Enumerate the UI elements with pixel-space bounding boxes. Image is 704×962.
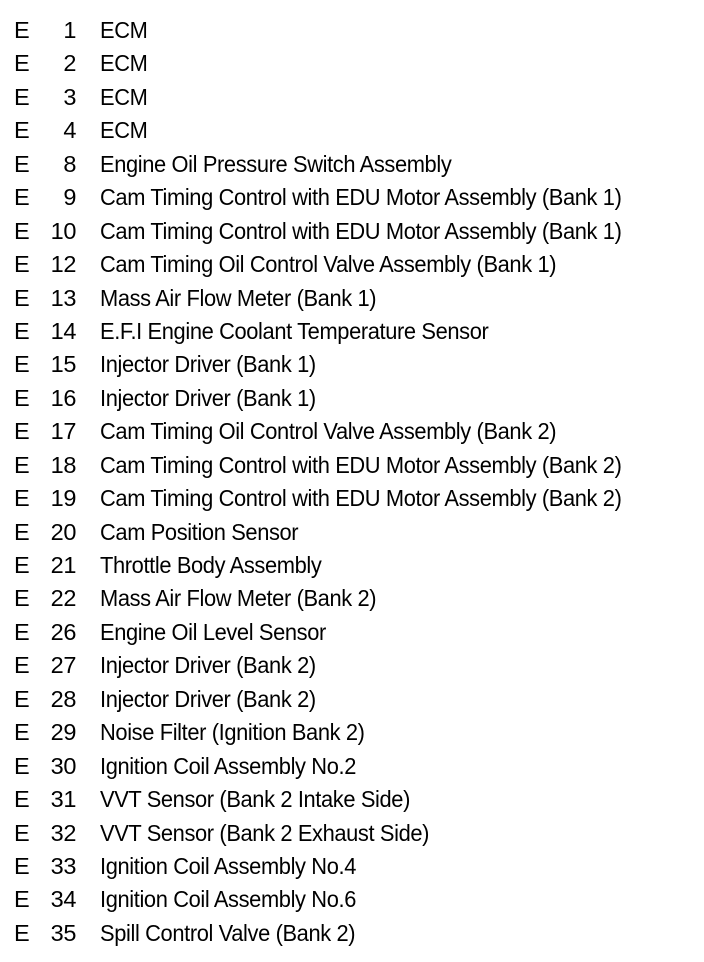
connector-code: E bbox=[14, 719, 30, 746]
connector-number: 21 bbox=[50, 552, 76, 578]
connector-code: E bbox=[14, 852, 30, 879]
connector-name: Injector Driver (Bank 1) bbox=[100, 351, 316, 378]
list-item bbox=[0, 482, 704, 515]
connector-number: 9 bbox=[63, 184, 76, 211]
connector-number: 31 bbox=[50, 786, 76, 813]
connector-number: 26 bbox=[50, 618, 76, 645]
connector-name: Throttle Body Assembly bbox=[100, 552, 322, 578]
connector-code: E bbox=[14, 919, 30, 946]
connector-code: E bbox=[14, 217, 30, 244]
list-item bbox=[0, 917, 704, 950]
connector-code: E bbox=[14, 351, 30, 378]
connector-code: E bbox=[14, 585, 30, 612]
list-item bbox=[0, 81, 704, 114]
connector-number: 17 bbox=[50, 418, 76, 445]
connector-number: 20 bbox=[50, 518, 76, 545]
connector-code: E bbox=[14, 184, 30, 211]
list-item bbox=[0, 549, 704, 582]
list-item bbox=[0, 683, 704, 716]
connector-number: 30 bbox=[50, 752, 76, 779]
connector-code: E bbox=[14, 418, 30, 445]
connector-name: Injector Driver (Bank 1) bbox=[100, 384, 316, 411]
connector-name: ECM bbox=[100, 17, 148, 43]
connector-number: 32 bbox=[50, 819, 76, 846]
connector-code: E bbox=[14, 886, 30, 913]
list-item bbox=[0, 883, 704, 916]
connector-name: Cam Timing Control with EDU Motor Assembly (Bank 2) bbox=[100, 485, 622, 512]
connector-number: 10 bbox=[50, 217, 76, 244]
list-item bbox=[0, 649, 704, 682]
connector-number: 1 bbox=[63, 17, 76, 43]
connector-number: 15 bbox=[50, 351, 76, 378]
connector-code: E bbox=[14, 83, 30, 110]
connector-name: Cam Timing Oil Control Valve Assembly (Bank 2) bbox=[100, 418, 557, 445]
connector-name: Engine Oil Pressure Switch Assembly bbox=[100, 150, 452, 177]
list-item bbox=[0, 148, 704, 181]
connector-number: 27 bbox=[50, 652, 76, 679]
connector-code: E bbox=[14, 685, 30, 712]
connector-number: 35 bbox=[50, 919, 76, 946]
connector-number: 4 bbox=[63, 117, 76, 144]
connector-code: E bbox=[14, 752, 30, 779]
connector-number: 28 bbox=[50, 685, 76, 712]
list-item bbox=[0, 14, 704, 47]
connector-name: ECM bbox=[100, 83, 148, 110]
list-item bbox=[0, 616, 704, 649]
connector-number: 29 bbox=[50, 719, 76, 746]
list-item bbox=[0, 315, 704, 348]
connector-number: 18 bbox=[50, 451, 76, 478]
list-item bbox=[0, 348, 704, 381]
connector-name: ECM bbox=[100, 50, 148, 77]
list-item bbox=[0, 382, 704, 415]
connector-name: ECM bbox=[100, 117, 148, 144]
connector-name: Ignition Coil Assembly No.6 bbox=[100, 886, 356, 913]
connector-number: 8 bbox=[63, 150, 76, 177]
list-item bbox=[0, 783, 704, 816]
connector-name: Injector Driver (Bank 2) bbox=[100, 685, 316, 712]
connector-number: 19 bbox=[50, 485, 76, 512]
connector-code: E bbox=[14, 652, 30, 679]
connector-code: E bbox=[14, 451, 30, 478]
connector-number: 13 bbox=[50, 284, 76, 311]
connector-name: Cam Timing Control with EDU Motor Assembly (Bank 2) bbox=[100, 451, 622, 478]
connector-code: E bbox=[14, 384, 30, 411]
connector-number: 3 bbox=[63, 83, 76, 110]
list-item bbox=[0, 449, 704, 482]
connector-code: E bbox=[14, 251, 30, 278]
connector-code: E bbox=[14, 150, 30, 177]
connector-name: E.F.I Engine Coolant Temperature Sensor bbox=[100, 317, 489, 344]
connector-name: Mass Air Flow Meter (Bank 1) bbox=[100, 284, 377, 311]
list-item bbox=[0, 516, 704, 549]
list-item bbox=[0, 716, 704, 749]
connector-number: 34 bbox=[50, 886, 76, 913]
connector-code: E bbox=[14, 819, 30, 846]
list-item bbox=[0, 282, 704, 315]
connector-code: E bbox=[14, 117, 30, 144]
connector-code: E bbox=[14, 317, 30, 344]
connector-code: E bbox=[14, 618, 30, 645]
list-item bbox=[0, 215, 704, 248]
connector-code: E bbox=[14, 17, 30, 43]
connector-name: Engine Oil Level Sensor bbox=[100, 618, 326, 645]
list-item bbox=[0, 750, 704, 783]
list-item bbox=[0, 248, 704, 281]
connector-name: Noise Filter (Ignition Bank 2) bbox=[100, 719, 365, 746]
connector-number: 16 bbox=[50, 384, 76, 411]
connector-number: 14 bbox=[50, 317, 76, 344]
connector-code: E bbox=[14, 552, 30, 578]
connector-name: VVT Sensor (Bank 2 Exhaust Side) bbox=[100, 819, 430, 846]
list-item bbox=[0, 850, 704, 883]
connector-name: Ignition Coil Assembly No.2 bbox=[100, 752, 356, 779]
connector-name: VVT Sensor (Bank 2 Intake Side) bbox=[100, 786, 410, 813]
connector-name: Spill Control Valve (Bank 2) bbox=[100, 919, 356, 946]
list-item bbox=[0, 582, 704, 615]
connector-name: Cam Timing Control with EDU Motor Assembly (Bank 1) bbox=[100, 184, 622, 211]
connector-number: 33 bbox=[50, 852, 76, 879]
connector-name: Mass Air Flow Meter (Bank 2) bbox=[100, 585, 377, 612]
list-item bbox=[0, 415, 704, 448]
list-item bbox=[0, 114, 704, 147]
connector-name: Cam Timing Oil Control Valve Assembly (Bank 1) bbox=[100, 251, 557, 278]
list-item bbox=[0, 181, 704, 214]
list-item bbox=[0, 47, 704, 80]
connector-code: E bbox=[14, 50, 30, 77]
connector-number: 2 bbox=[63, 50, 76, 77]
connector-name: Injector Driver (Bank 2) bbox=[100, 652, 316, 679]
connector-code: E bbox=[14, 485, 30, 512]
connector-list bbox=[0, 14, 704, 950]
connector-name: Cam Timing Control with EDU Motor Assembly (Bank 1) bbox=[100, 217, 622, 244]
list-item bbox=[0, 817, 704, 850]
connector-code: E bbox=[14, 284, 30, 311]
connector-name: Cam Position Sensor bbox=[100, 518, 299, 545]
connector-number: 12 bbox=[50, 251, 76, 278]
connector-name: Ignition Coil Assembly No.4 bbox=[100, 852, 356, 879]
connector-code: E bbox=[14, 786, 30, 813]
connector-number: 22 bbox=[50, 585, 76, 612]
connector-code: E bbox=[14, 518, 30, 545]
